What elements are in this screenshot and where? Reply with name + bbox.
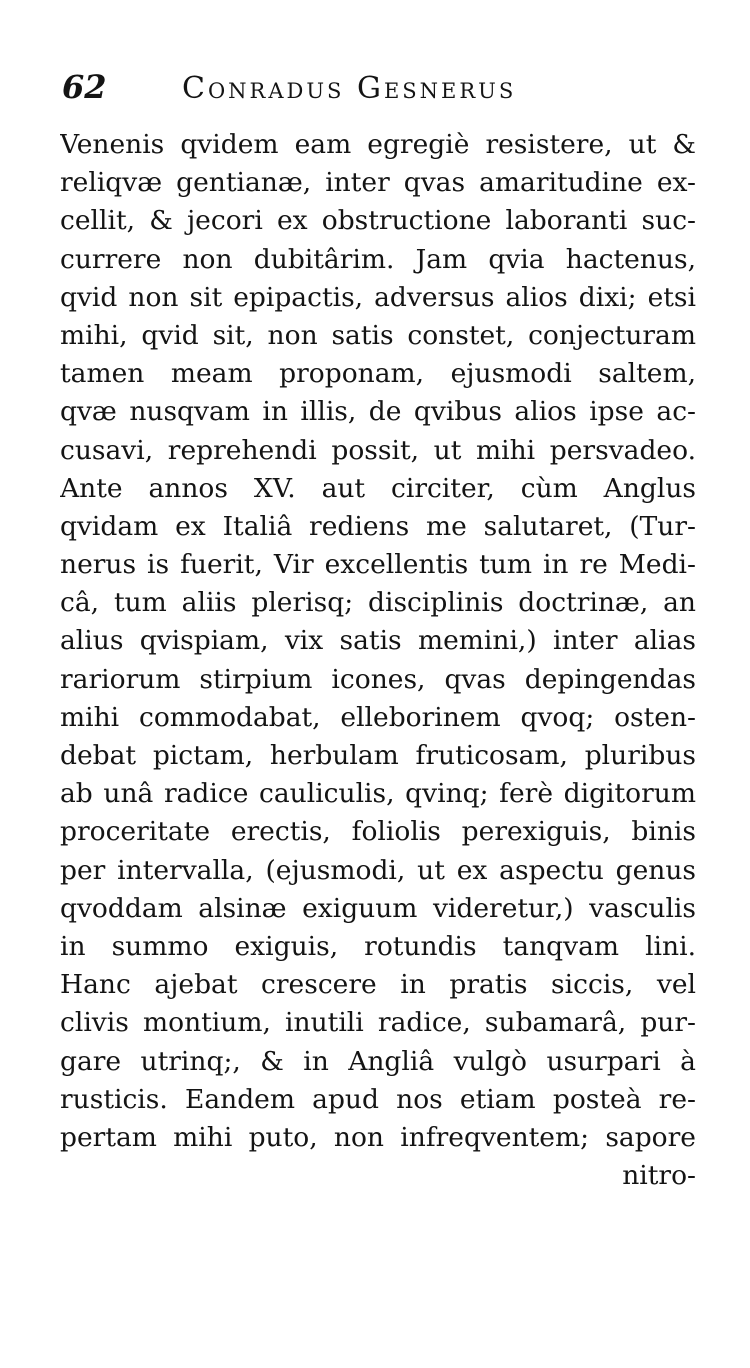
text-line: qvæ nusqvam in illis, de qvibus alios ipse ac- bbox=[60, 396, 696, 428]
text-line: Hanc ajebat crescere in pratis siccis, vel bbox=[60, 969, 696, 1001]
text-line: rariorum stirpium icones, qvas depingendas bbox=[60, 663, 696, 695]
text-line: clivis montium, inutili radice, subamarâ, pur- bbox=[60, 1007, 696, 1039]
text-line: tamen meam proponam, ejusmodi saltem, bbox=[60, 358, 696, 390]
text-line: mihi, qvid sit, non satis constet, conjecturam bbox=[60, 319, 696, 351]
text-line: rusticis. Eandem apud nos etiam posteà re- bbox=[60, 1083, 696, 1115]
text-line: cusavi, reprehendi possit, ut mihi persvadeo. bbox=[60, 434, 696, 466]
text-line: gare utrinq;, & in Angliâ vulgò usurpari à bbox=[60, 1045, 696, 1077]
text-line: Venenis qvidem eam egregiè resistere, ut & bbox=[60, 129, 696, 160]
body-text bbox=[60, 126, 696, 1195]
text-line: in summo exiguis, rotundis tanqvam lini. bbox=[60, 930, 696, 962]
catchword: nitro- bbox=[622, 1160, 696, 1192]
text-line: qvidam ex Italiâ rediens me salutaret, (Tur- bbox=[60, 510, 696, 542]
text-line: cellit, & jecori ex obstructione laboranti suc- bbox=[60, 205, 696, 237]
text-line: qvoddam alsinæ exiguum videretur,) vasculis bbox=[60, 892, 696, 924]
text-line: nerus is fuerit, Vir excellentis tum in re Medi- bbox=[60, 549, 696, 581]
text-line: pertam mihi puto, non infreqventem; sapore bbox=[60, 1121, 696, 1153]
text-line: câ, tum aliis plerisq; disciplinis doctrinæ, an bbox=[60, 587, 696, 619]
text-line: Ante annos XV. aut circiter, cùm Anglus bbox=[60, 472, 696, 504]
text-line: proceritate erectis, foliolis perexiguis, binis bbox=[60, 816, 696, 848]
text-line: per intervalla, (ejusmodi, ut ex aspectu genus bbox=[60, 854, 696, 886]
page-number: 62 bbox=[62, 68, 107, 106]
text-line: mihi commodabat, elleborinem qvoq; osten- bbox=[60, 701, 696, 733]
text-line: currere non dubitârim. Jam qvia hactenus, bbox=[60, 243, 696, 275]
text-line: reliqvæ gentianæ, inter qvas amaritudine ex- bbox=[60, 167, 696, 199]
page-header bbox=[62, 68, 682, 112]
text-line: alius qvispiam, vix satis memini,) inter alias bbox=[60, 625, 696, 657]
text-line: qvid non sit epipactis, adversus alios dixi; etsi bbox=[60, 281, 696, 313]
text-line: ab unâ radice cauliculis, qvinq; ferè digitorum bbox=[60, 778, 696, 810]
running-head: Conradus Gesnerus bbox=[182, 71, 517, 106]
text-line: debat pictam, herbulam fruticosam, pluribus bbox=[60, 740, 696, 771]
